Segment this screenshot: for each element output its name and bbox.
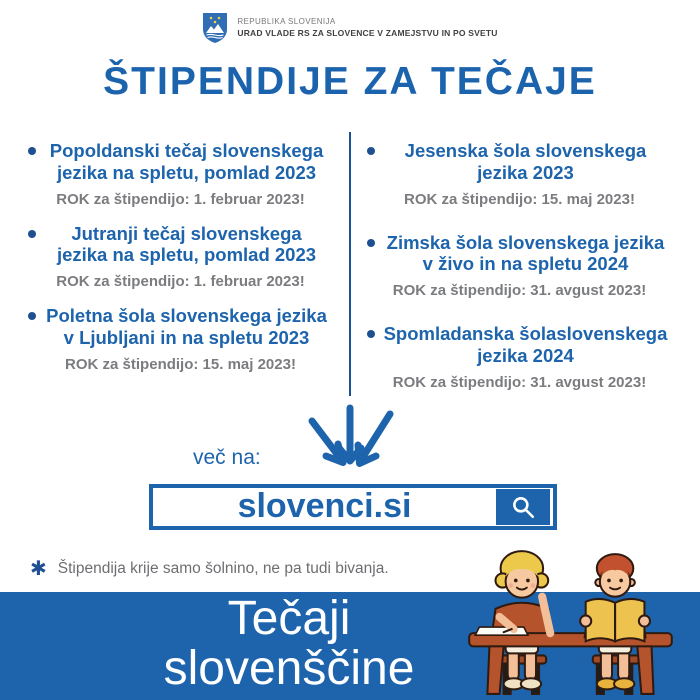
magnifier-icon xyxy=(510,494,536,520)
course-item xyxy=(357,323,682,391)
government-org-name xyxy=(237,17,497,39)
course-item xyxy=(357,232,682,300)
banner-title-line2: slovenščine xyxy=(163,641,415,695)
bullet-icon xyxy=(28,147,36,155)
website-url-text: slovenci.si xyxy=(237,486,412,525)
footnote xyxy=(30,559,389,579)
page-title: ŠTIPENDIJE ZA TEČAJE xyxy=(103,60,597,103)
more-info-label: več na: xyxy=(193,446,261,469)
course-deadline: ROK za štipendijo: 15. maj 2023! xyxy=(65,355,296,373)
course-deadline: ROK za štipendijo: 31. avgust 2023! xyxy=(392,282,647,300)
course-deadline: ROK za štipendijo: 15. maj 2023! xyxy=(404,190,635,208)
course-item xyxy=(18,140,343,208)
course-title: Spomladanska šolaslovenskega jezika 2024 xyxy=(383,323,668,367)
banner-title-line1: Tečaji xyxy=(227,592,351,645)
org-line1: REPUBLIKA SLOVENIJA xyxy=(237,16,336,26)
bullet-icon xyxy=(28,230,36,238)
asterisk-icon: ✱ xyxy=(30,558,47,580)
course-item xyxy=(18,223,343,291)
government-header xyxy=(0,12,700,44)
courses-right-column xyxy=(351,132,688,415)
footnote-text: Štipendija krije samo šolnino, ne pa tudi bivanja. xyxy=(57,560,389,577)
bullet-icon xyxy=(367,330,375,338)
course-deadline: ROK za štipendijo: 31. avgust 2023! xyxy=(392,373,647,391)
course-title: Poletna šola slovenskega jezika v Ljubljani in na spletu 2023 xyxy=(46,305,327,349)
courses-left-column xyxy=(12,132,349,415)
course-deadline: ROK za štipendijo: 1. februar 2023! xyxy=(56,273,305,291)
children-reading-illustration xyxy=(462,544,682,698)
course-title: Zimska šola slovenskega jezika v živo in na spletu 2024 xyxy=(386,231,665,275)
search-button[interactable] xyxy=(496,489,550,525)
slovenia-coat-of-arms-icon xyxy=(202,12,228,44)
bullet-icon xyxy=(367,147,375,155)
bullet-icon xyxy=(28,312,36,320)
search-bar[interactable] xyxy=(149,484,557,530)
three-down-arrows-icon xyxy=(295,404,405,476)
course-title: Jesenska šola slovenskega jezika 2023 xyxy=(404,140,647,183)
course-title: Popoldanski tečaj slovenskega jezika na spletu, pomlad 2023 xyxy=(49,140,324,183)
course-item xyxy=(18,305,343,373)
course-columns xyxy=(12,132,688,415)
course-item xyxy=(357,140,682,208)
bullet-icon xyxy=(367,239,375,247)
course-title: Jutranji tečaj slovenskega jezika na spletu, pomlad 2023 xyxy=(56,222,317,266)
course-deadline: ROK za štipendijo: 1. februar 2023! xyxy=(56,190,305,208)
org-line2: URAD VLADE RS ZA SLOVENCE V ZAMEJSTVU IN PO SVETU xyxy=(237,27,498,38)
